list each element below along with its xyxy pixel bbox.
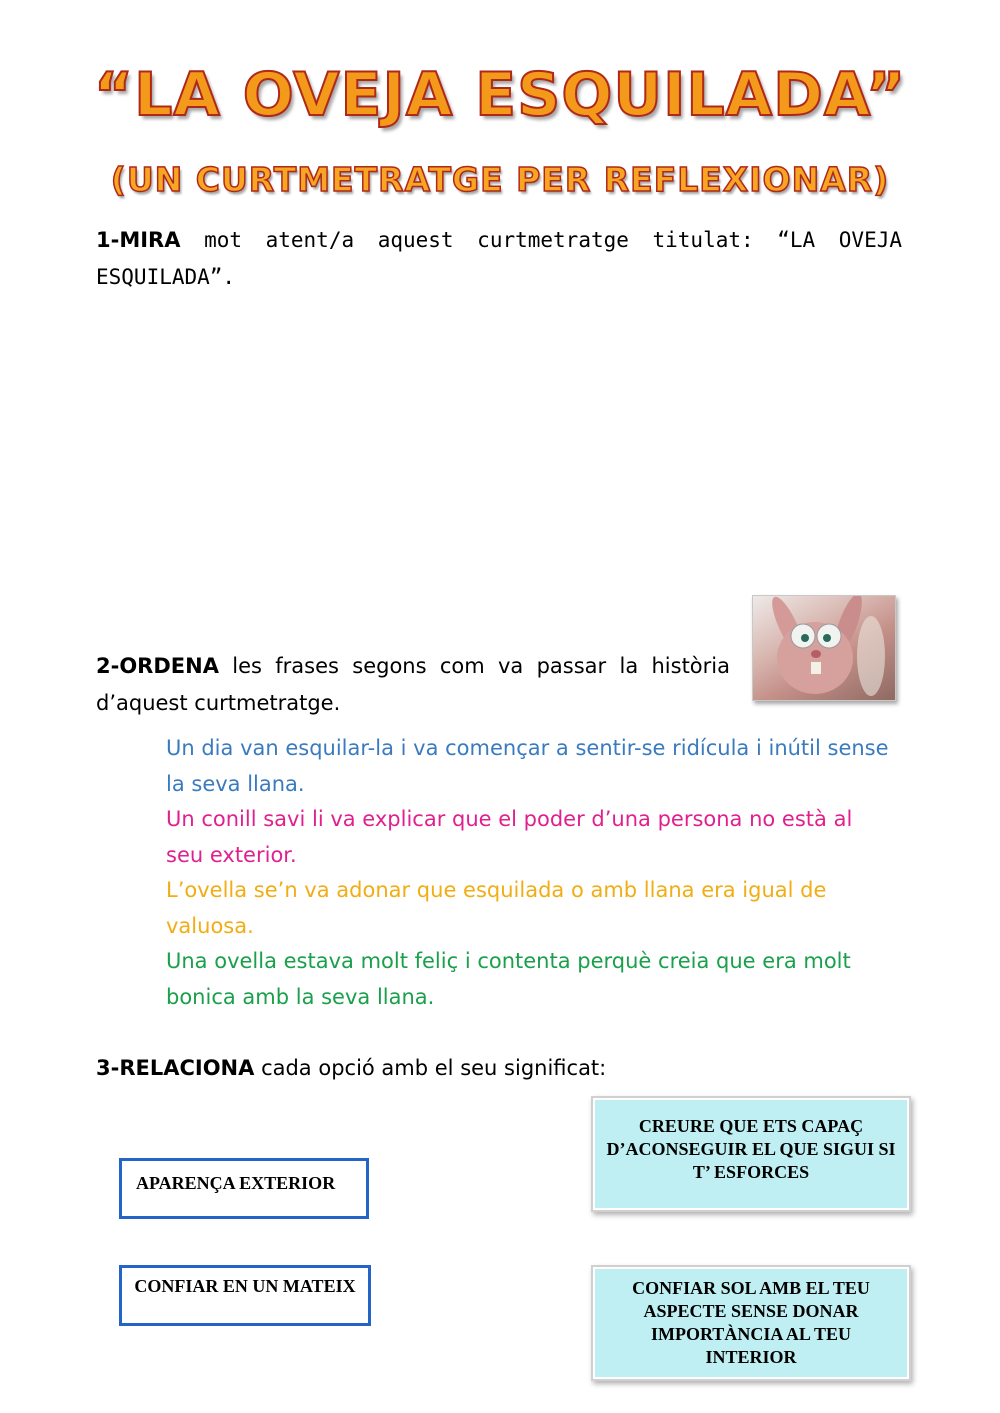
option-box-1[interactable] bbox=[119, 1158, 369, 1219]
sentence-item[interactable]: Un dia van esquilar-la i va començar a sentir-se ridícula i inútil sense la seva llana. bbox=[166, 736, 889, 796]
question-1-label: 1-MIRA bbox=[96, 228, 181, 252]
worksheet-title: “LA OVEJA ESQUILADA” bbox=[93, 60, 907, 130]
option-text: CONFIAR EN UN MATEIX bbox=[134, 1276, 356, 1296]
question-1-text: mot atent/a aquest curtmetratge titulat: “LA OVEJA ESQUILADA”. bbox=[96, 228, 902, 289]
question-2 bbox=[96, 648, 730, 722]
question-1 bbox=[96, 222, 902, 296]
question-3-text: cada opció amb el seu significat: bbox=[254, 1056, 607, 1080]
option-text: APARENÇA EXTERIOR bbox=[136, 1173, 336, 1193]
rabbit-character-image bbox=[753, 596, 895, 700]
video-thumbnail[interactable] bbox=[752, 595, 896, 701]
meaning-text: CONFIAR SOL AMB EL TEU ASPECTE SENSE DONAR IMPORTÀNCIA AL TEU INTERIOR bbox=[632, 1278, 870, 1367]
option-box-2[interactable] bbox=[119, 1265, 371, 1326]
worksheet-subtitle: (UN CURTMETRATGE PER REFLEXIONAR) bbox=[110, 160, 890, 199]
sentence-item[interactable]: Un conill savi li va explicar que el poder d’una persona no està al seu exterior. bbox=[166, 807, 853, 867]
question-2-label: 2-ORDENA bbox=[96, 654, 219, 678]
question-3-label: 3-RELACIONA bbox=[96, 1056, 255, 1080]
meaning-text: CREURE QUE ETS CAPAÇ D’ACONSEGUIR EL QUE SIGUI SI T’ ESFORCES bbox=[606, 1116, 896, 1182]
question-2-text: les frases segons com va passar la història d’aquest curtmetratge. bbox=[96, 654, 730, 715]
meaning-box-1[interactable] bbox=[591, 1096, 911, 1212]
meaning-box-2[interactable] bbox=[591, 1265, 911, 1381]
sentence-list bbox=[166, 731, 896, 1015]
sentence-item[interactable]: L’ovella se’n va adonar que esquilada o amb llana era igual de valuosa. bbox=[166, 878, 827, 938]
question-3 bbox=[96, 1050, 916, 1087]
sentence-item[interactable]: Una ovella estava molt feliç i contenta perquè creia que era molt bonica amb la seva llana. bbox=[166, 949, 851, 1009]
